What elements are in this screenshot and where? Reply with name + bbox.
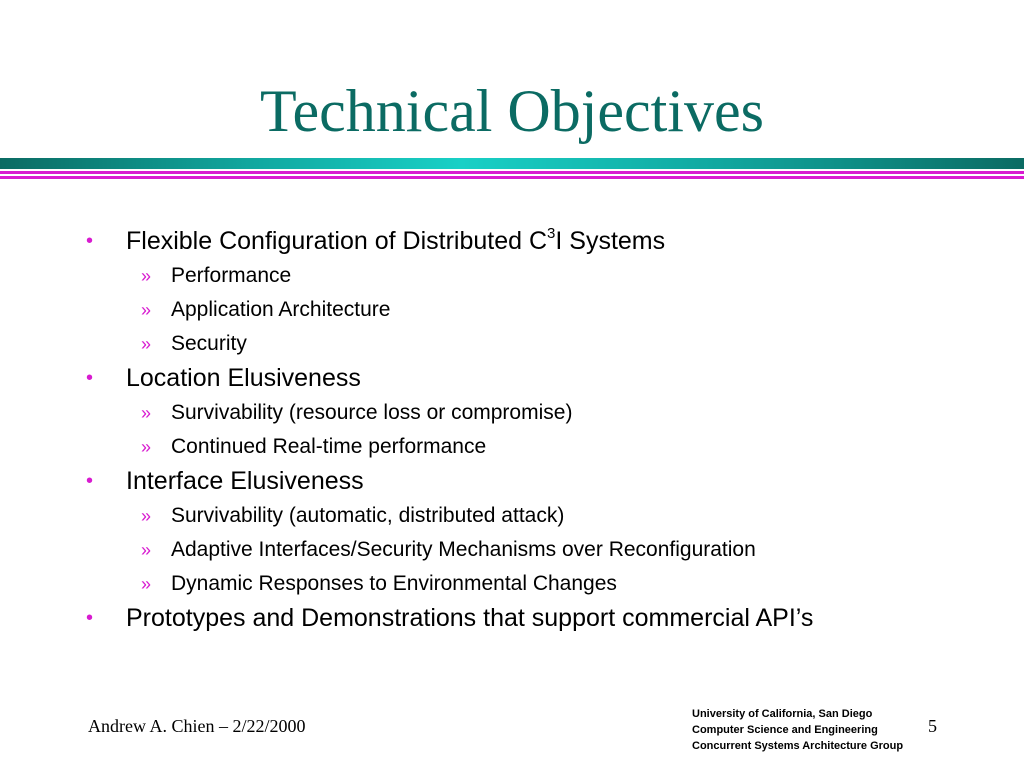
bullet-item (86, 224, 986, 361)
sub-bullet-text: Continued Real-time performance (171, 435, 487, 458)
footer-org-line: University of California, San Diego (692, 708, 873, 720)
bullet-icon: • (86, 367, 94, 389)
bullet-item (86, 601, 986, 636)
title-divider-magenta-bottom (0, 176, 1024, 179)
bullet-text: Flexible Configuration of Distributed $C^3I$ Systems (126, 224, 666, 255)
bullet-list (86, 224, 986, 636)
sub-bullet-icon: » (141, 540, 152, 560)
footer-org-line: Concurrent Systems Architecture Group (692, 740, 904, 752)
sub-bullet-icon: » (141, 334, 152, 354)
bullet-text: Prototypes and Demonstrations that support commercial API’s (126, 604, 814, 632)
bullet-text: Interface Elusiveness (126, 467, 364, 495)
superscript: 3 (547, 224, 556, 242)
sub-bullet-item (126, 567, 986, 601)
bullet-icon: • (86, 230, 94, 252)
sub-bullet-item (126, 430, 986, 464)
footer-author-date: Andrew A. Chien – 2/22/2000 (88, 716, 306, 736)
sub-bullet-item (126, 293, 986, 327)
slide-title: Technical Objectives (260, 78, 764, 144)
sub-bullet-text: Survivability (resource loss or compromise) (171, 401, 573, 424)
sub-bullet-icon: » (141, 266, 152, 286)
bullet-text: Location Elusiveness (126, 364, 361, 392)
bullet-item (86, 361, 986, 464)
sub-bullet-text: Application Architecture (171, 298, 391, 321)
bullet-icon: • (86, 607, 94, 629)
bullet-item (86, 464, 986, 601)
sub-bullet-list (126, 396, 986, 464)
sub-bullet-list (126, 259, 986, 361)
sub-bullet-icon: » (141, 574, 152, 594)
title-divider-magenta-top (0, 171, 1024, 174)
sub-bullet-icon: » (141, 403, 152, 423)
sub-bullet-icon: » (141, 506, 152, 526)
sub-bullet-list (126, 499, 986, 601)
sub-bullet-icon: » (141, 437, 152, 457)
sub-bullet-item (126, 396, 986, 430)
sub-bullet-text: Survivability (automatic, distributed attack) (171, 504, 565, 527)
sub-bullet-text: Security (171, 332, 247, 355)
footer-organization (692, 706, 903, 754)
sub-bullet-text: Adaptive Interfaces/Security Mechanisms over Reconfiguration (171, 538, 756, 561)
sub-bullet-item (126, 499, 986, 533)
footer-org-line: Computer Science and Engineering (692, 724, 878, 736)
title-divider-teal (0, 158, 1024, 169)
sub-bullet-item (126, 533, 986, 567)
sub-bullet-text: Dynamic Responses to Environmental Changes (171, 572, 617, 595)
sub-bullet-text: Performance (171, 264, 292, 287)
page-number: 5 (928, 716, 937, 736)
sub-bullet-icon: » (141, 300, 152, 320)
sub-bullet-item (126, 327, 986, 361)
bullet-icon: • (86, 470, 94, 492)
sub-bullet-item (126, 259, 986, 293)
